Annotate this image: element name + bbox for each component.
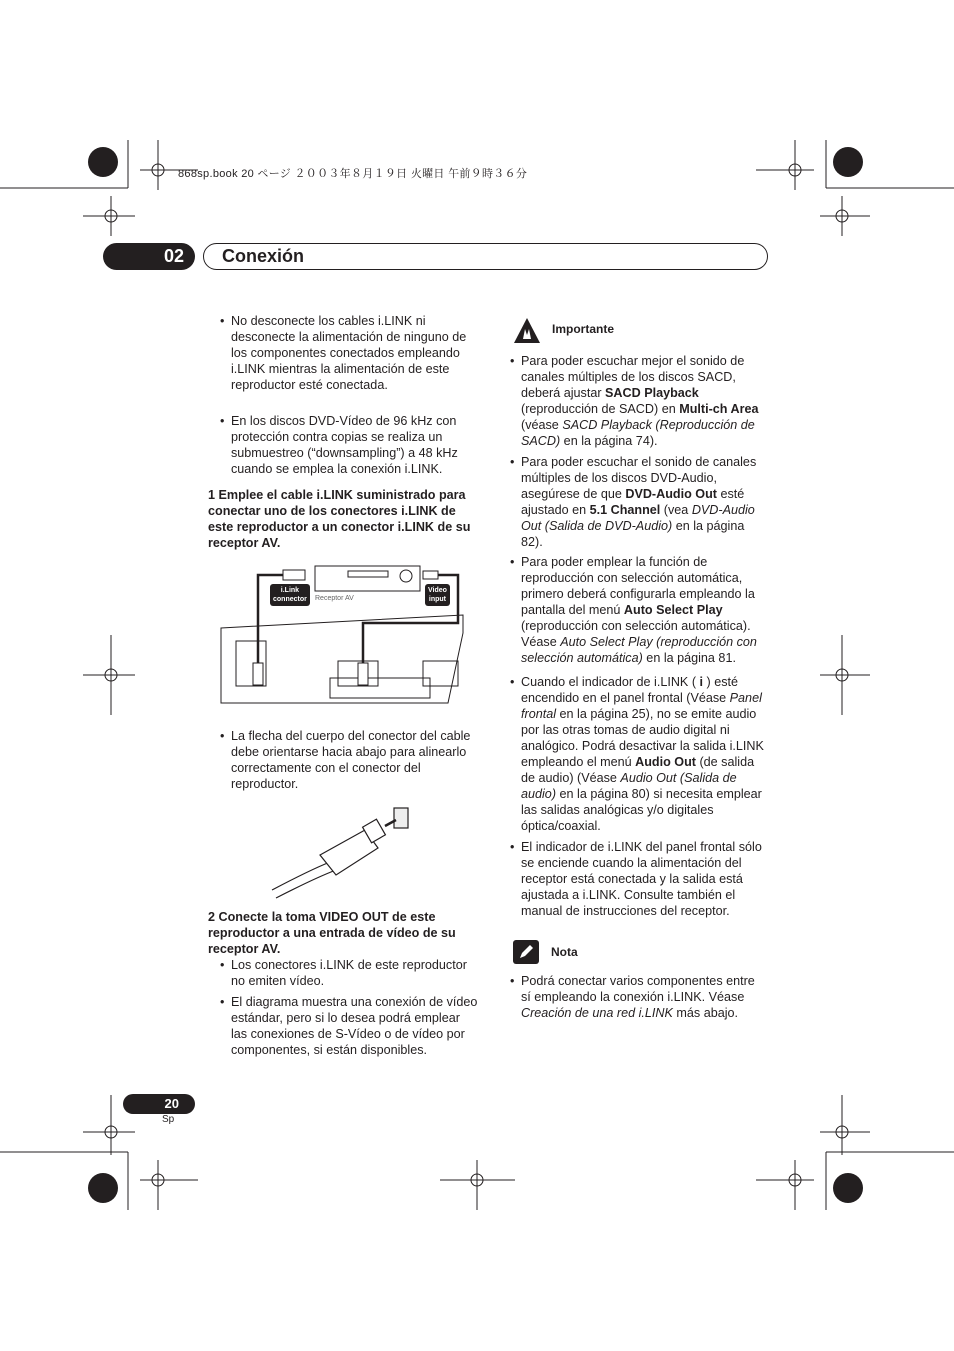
receiver-label: Receptor AV xyxy=(315,595,354,602)
bullet-item xyxy=(220,957,478,989)
important-label: Importante xyxy=(552,322,615,336)
ilink-connector-label xyxy=(270,584,310,606)
bullet-item xyxy=(220,413,478,477)
bullet-item xyxy=(220,728,478,792)
bullet-item xyxy=(510,454,768,550)
label-line: connector xyxy=(273,596,307,603)
step-2-heading: 2 Conecte la toma VIDEO OUT de este reproductor a una entrada de vídeo de su receptor AV. xyxy=(208,910,456,956)
text-run: Cuando el indicador de i.LINK ( xyxy=(521,675,700,689)
connection-diagram xyxy=(218,563,466,711)
text-run: más abajo. xyxy=(672,1006,739,1020)
text-run: ) esté encendido en el panel frontal (Véase xyxy=(521,675,739,705)
label-line: i.Link xyxy=(280,587,300,594)
label-line: input xyxy=(428,596,447,603)
italic-reference: DVD-Audio Out (Salida de DVD-Audio) xyxy=(521,503,755,533)
warning-icon xyxy=(513,317,541,344)
chapter-title: Conexión xyxy=(203,243,768,270)
text-run: El indicador de i.LINK del panel frontal sólo se enciende cuando la alimentación del receptor está conectada y la salida está ajustada a i.LINK. Consulte también el manual de instrucciones del receptor. xyxy=(521,840,762,918)
bold-term: Audio Out xyxy=(635,755,696,769)
bullet-item xyxy=(510,839,768,919)
bold-term: Auto Select Play xyxy=(623,603,723,617)
text-run: en la página 80) si necesita emplear las salidas analógicas y/o digitales óptica/coaxial. xyxy=(521,787,762,833)
text-run: En los discos DVD-Vídeo de 96 kHz con protección contra copias se realiza un submuestreo (“downsampling”) a 48 kHz cuando se emplea la conexión i.LINK. xyxy=(231,414,458,476)
italic-reference: Audio Out (Salida de audio) xyxy=(521,771,737,801)
text-run: La flecha del cuerpo del conector del cable debe orientarse hacia abajo para alinearlo correctamente con el conector del reproductor. xyxy=(231,729,471,791)
chapter-number: 02 xyxy=(103,243,195,270)
text-run: El diagrama muestra una conexión de vídeo estándar, pero si lo desea podrá emplear las conexiones de S-Vídeo o de vídeo por componentes, si están disponibles. xyxy=(231,995,478,1057)
bold-term: Multi-ch Area xyxy=(679,402,759,416)
text-run: Para poder escuchar mejor el sonido de canales múltiples de los discos SACD, deberá ajustar xyxy=(521,354,745,400)
label-line: Video xyxy=(428,587,447,594)
bold-term: i xyxy=(699,675,704,689)
italic-reference: Auto Select Play (reproducción con selección automática) xyxy=(521,635,757,665)
italic-reference: Panel frontal xyxy=(521,691,762,721)
bullet-item xyxy=(510,973,768,1021)
text-run: (reproducción de SACD) en xyxy=(521,402,680,416)
note-pencil-icon xyxy=(513,940,539,964)
bullet-item xyxy=(510,674,768,834)
page-number: 20 xyxy=(123,1094,195,1114)
text-run: No desconecte los cables i.LINK ni desconecte la alimentación de ninguno de los componentes conectados empleando i.LINK mientras la alimentación de este reproductor esté conectada. xyxy=(231,314,467,392)
bullet-item xyxy=(510,353,768,449)
ilink-cable-illustration xyxy=(270,800,420,900)
text-run: esté ajustado en xyxy=(521,487,745,517)
note-label: Nota xyxy=(551,945,578,959)
text-run: en la página 81. xyxy=(642,651,736,665)
bold-term: 5.1 Channel xyxy=(589,503,661,517)
text-run: Para poder emplear la función de reproducción con selección automática, primero deberá configurarla empleando la pantalla del menú xyxy=(521,555,755,617)
step-1-heading: 1 Emplee el cable i.LINK suministrado para conectar uno de los conectores i.LINK de este reproductor a un conector i.LINK de su receptor AV. xyxy=(208,488,471,550)
book-line: 868sp.book 20 ページ ２００３年８月１９日 火曜日 午前９時３６分 xyxy=(178,168,528,180)
text-run: Los conectores i.LINK de este reproductor no emiten vídeo. xyxy=(231,958,467,988)
text-run: en la página 74). xyxy=(560,434,658,448)
bullet-item xyxy=(220,994,478,1058)
text-run: Podrá conectar varios componentes entre sí empleando la conexión i.LINK. Véase xyxy=(521,974,755,1004)
text-run: (de salida de audio) (Véase xyxy=(521,755,755,785)
video-input-label xyxy=(425,584,450,606)
text-run: en la página 82). xyxy=(521,519,745,549)
bullet-item xyxy=(220,313,478,393)
text-run: Para poder escuchar el sonido de canales múltiples de los discos DVD-Audio, asegúrese de que xyxy=(521,455,757,501)
bullet-item xyxy=(510,554,768,666)
language-code: Sp xyxy=(162,1114,175,1125)
italic-reference: Creación de una red i.LINK xyxy=(521,1006,673,1020)
bold-term: DVD-Audio Out xyxy=(625,487,717,501)
bold-term: SACD Playback xyxy=(605,386,699,400)
text-run: (véase xyxy=(521,418,563,432)
italic-reference: SACD Playback (Reproducción de SACD) xyxy=(521,418,755,448)
text-run: en la página 25), no se emite audio por las otras tomas de audio digital ni analógico. Podrá desactivar la salida i.LINK empleando el menú xyxy=(521,707,764,769)
text-run: (vea xyxy=(660,503,692,517)
text-run: (reproducción con selección automática). Véase xyxy=(521,619,751,649)
